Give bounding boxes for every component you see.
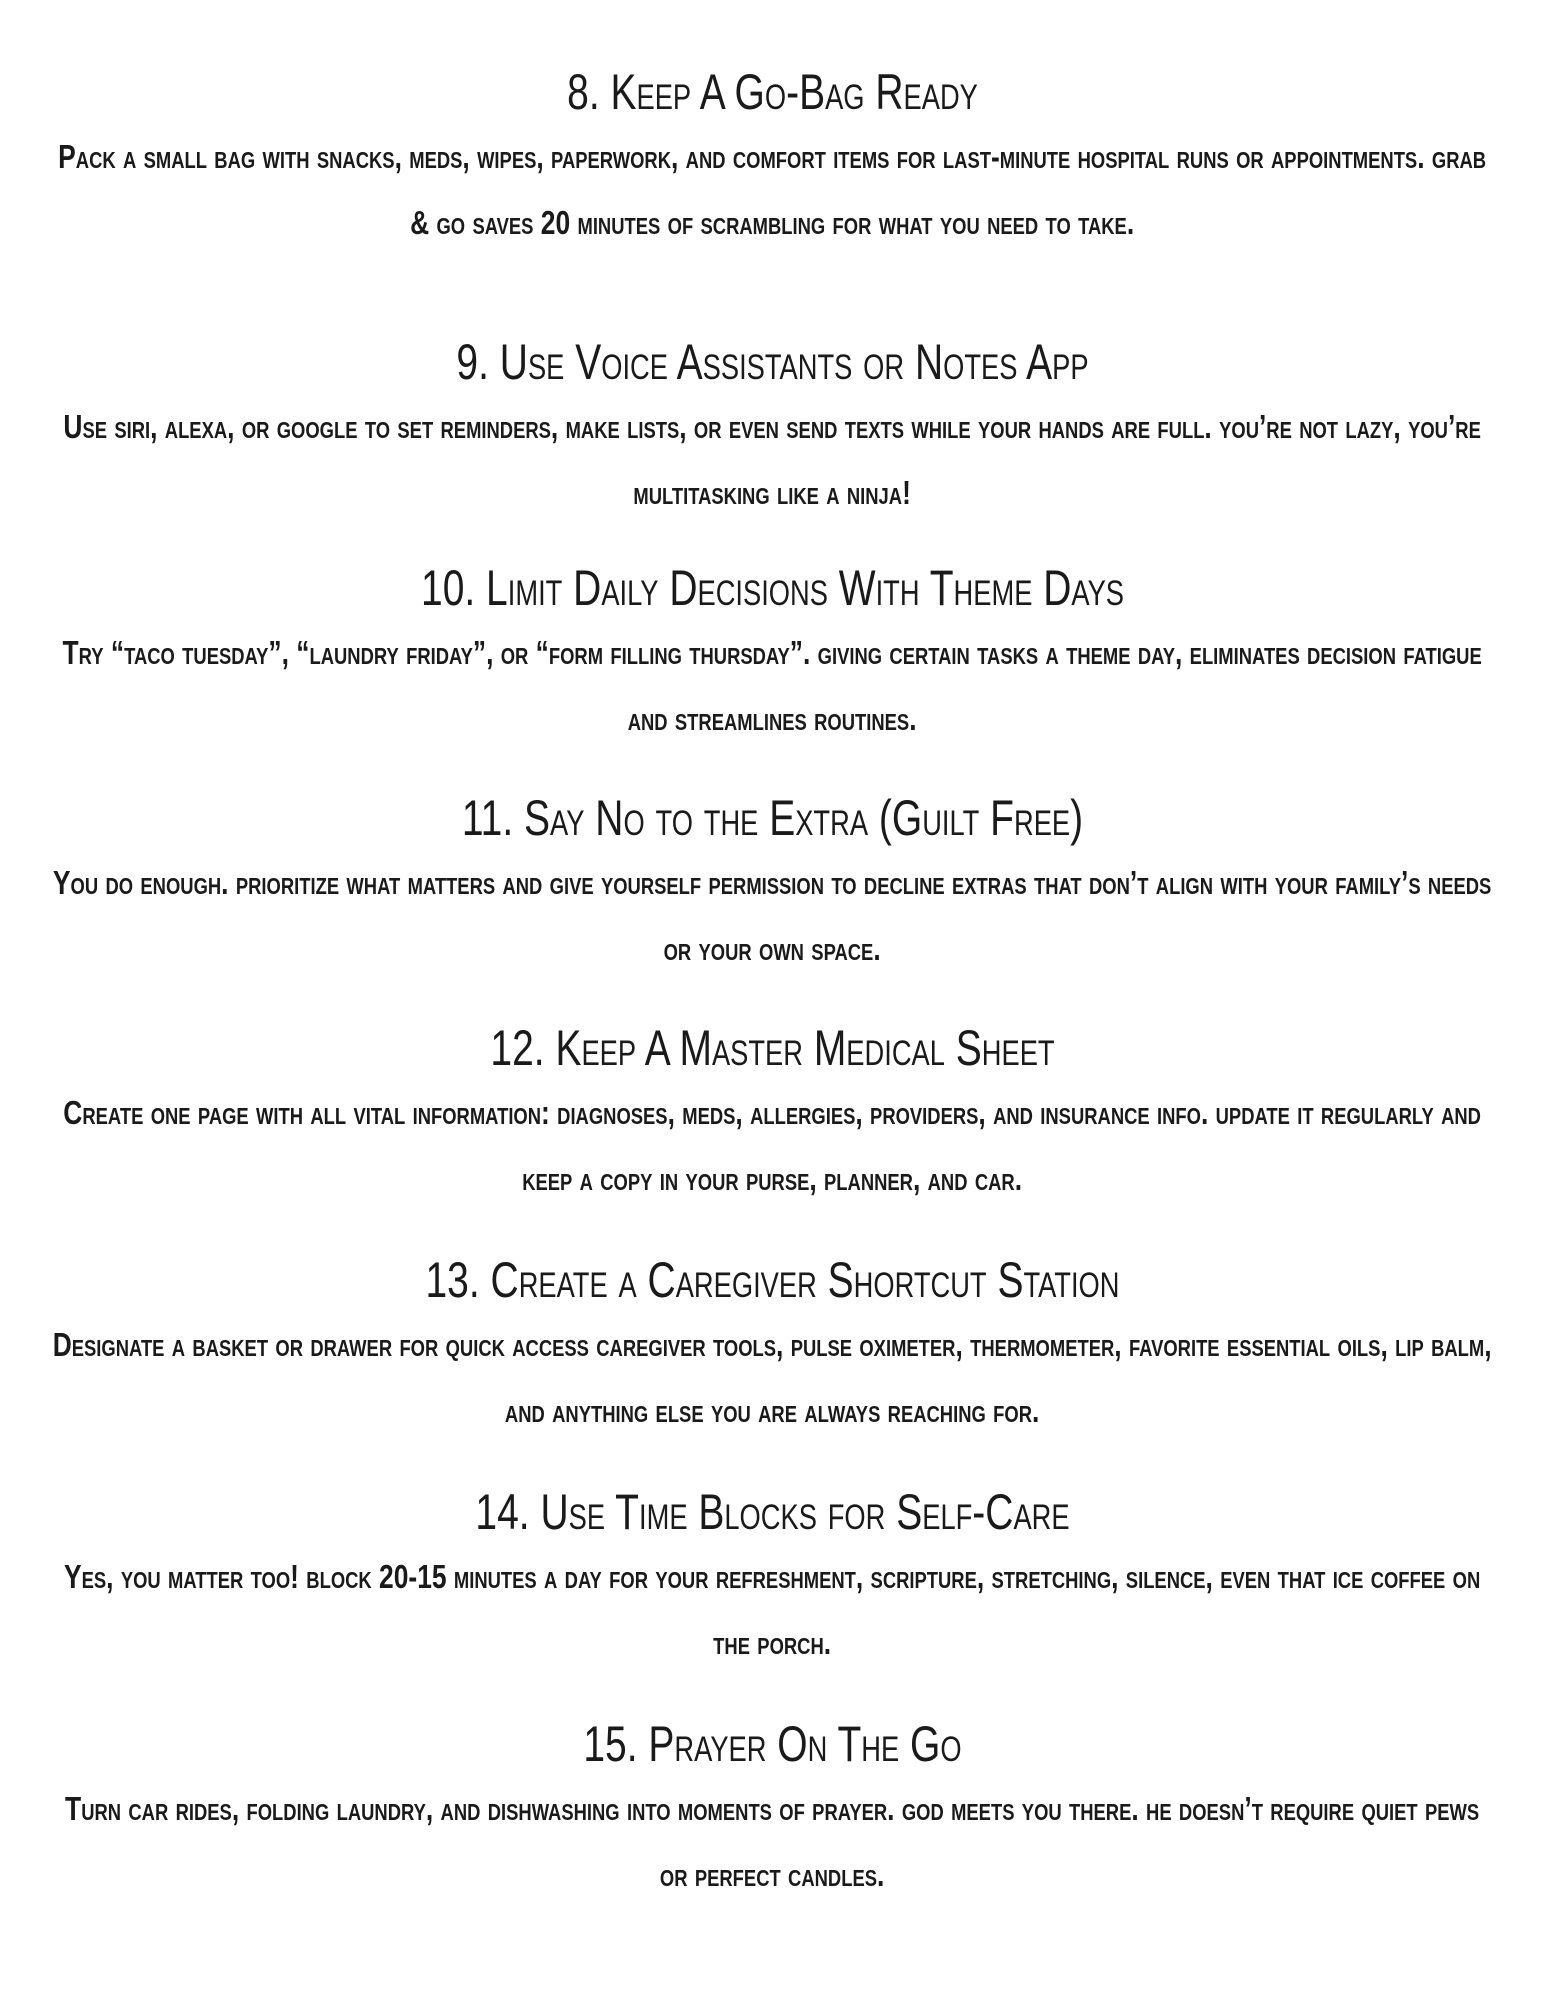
tip-body: Turn car rides, folding laundry, and dishwashing into moments of prayer. god meets you there. he doesn’t require quiet pews or perfect candles. [65, 1790, 1480, 1893]
tip-title: 15. Prayer On The Go [583, 1716, 962, 1772]
tip-title: 8. Keep A Go-Bag Ready [567, 64, 978, 120]
tip-14 [50, 1480, 1495, 1676]
tip-15 [50, 1712, 1495, 1908]
tip-body: Designate a basket or drawer for quick access caregiver tools, pulse oximeter, thermometer, favorite essential oils, lip balm, and anything else you are always reaching for. [53, 1326, 1492, 1429]
tip-body: Pack a small bag with snacks, meds, wipes, paperwork, and comfort items for last-minute hospital runs or appointments. grab & go saves 20 minutes of scrambling for what you need to take. [58, 138, 1487, 241]
tip-9 [50, 330, 1495, 526]
tip-body: Create one page with all vital information: diagnoses, meds, allergies, providers, and insurance info. update it regularly and keep a copy in your purse, planner, and car. [63, 1094, 1482, 1197]
tip-body: Try “taco tuesday”, “laundry friday”, or “form filling thursday”. giving certain tasks a theme day, eliminates decision fatigue and streamlines routines. [62, 634, 1483, 737]
tip-11 [50, 786, 1495, 982]
tip-8 [50, 60, 1495, 256]
tip-title: 11. Say No to the Extra (Guilt Free) [461, 790, 1084, 846]
tip-title: 10. Limit Daily Decisions With Theme Days [421, 560, 1124, 616]
tip-body: Use siri, alexa, or google to set reminders, make lists, or even send texts while your hands are full. you’re not lazy, you’re multitasking like a ninja! [63, 408, 1482, 511]
tip-13 [50, 1248, 1495, 1444]
tip-title: 9. Use Voice Assistants or Notes App [456, 334, 1089, 390]
tip-body: You do enough. prioritize what matters and give yourself permission to decline extras that don’t align with your family’s needs or your own space. [53, 864, 1492, 967]
tip-10 [50, 556, 1495, 752]
tip-title: 12. Keep A Master Medical Sheet [490, 1020, 1055, 1076]
tip-title: 13. Create a Caregiver Shortcut Station [425, 1252, 1120, 1308]
tip-12 [50, 1016, 1495, 1212]
tip-body: Yes, you matter too! block 20-15 minutes a day for your refreshment, scripture, stretching, silence, even that ice coffee on the porch. [64, 1558, 1481, 1661]
tip-title: 14. Use Time Blocks for Self-Care [475, 1484, 1070, 1540]
